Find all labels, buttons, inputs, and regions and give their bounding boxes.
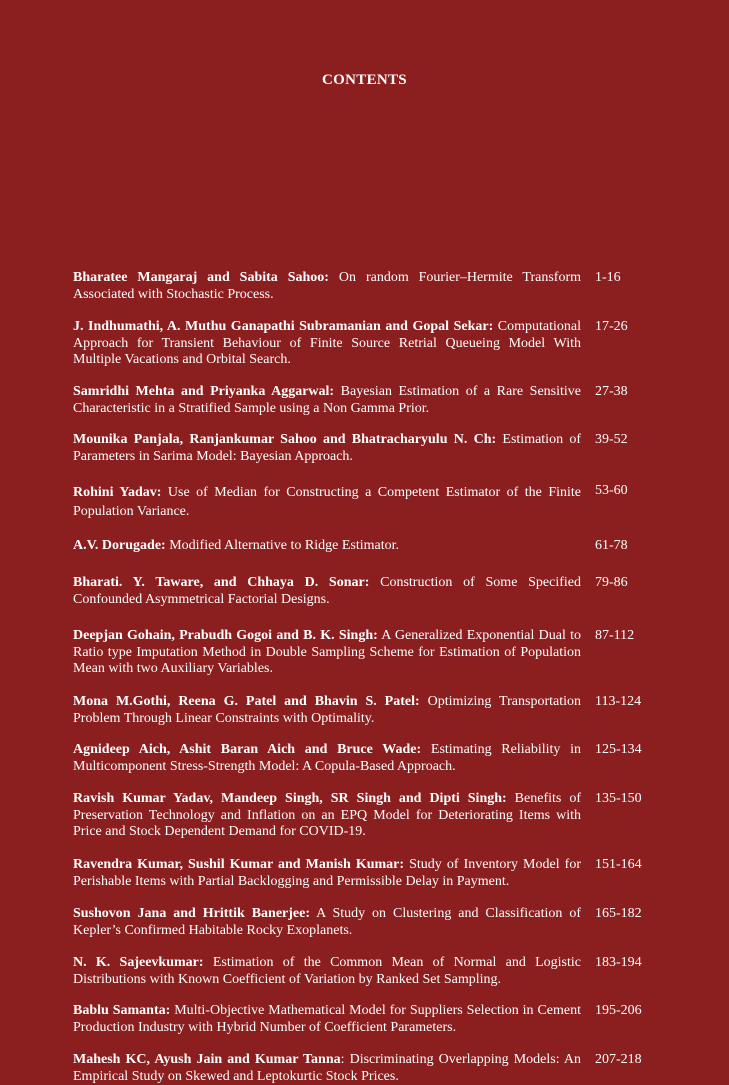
toc-entry[interactable] [73, 384, 643, 417]
toc-entry[interactable] [73, 857, 643, 890]
toc-entry[interactable] [73, 628, 643, 678]
entry-pages: 207-218 [595, 1052, 642, 1067]
entry-authors: Mona M.Gothi, Reena G. Patel and Bhavin S. Patel: [73, 694, 420, 709]
entry-title: A Study on Clustering and Classification of Kepler’s Confirmed Habitable Rocky Exoplanets. [73, 906, 581, 938]
entry-text [73, 857, 581, 890]
entry-title: Modified Alternative to Ridge Estimator. [165, 538, 399, 553]
entry-authors: Mounika Panjala, Ranjankumar Sahoo and Bhatracharyulu N. Ch: [73, 432, 497, 447]
entry-authors: N. K. Sajeevkumar: [73, 955, 204, 970]
entry-pages: 61-78 [595, 538, 628, 553]
entry-pages: 87-112 [595, 628, 635, 643]
entry-title: Study of Inventory Model for Perishable Items with Partial Backlogging and Permissible Delay in Payment. [73, 857, 581, 889]
entry-authors: Mahesh KC, Ayush Jain and Kumar Tanna [73, 1052, 341, 1067]
entry-authors: J. Indhumathi, A. Muthu Ganapathi Subramanian and Gopal Sekar: [73, 319, 494, 334]
toc-entry[interactable] [73, 955, 643, 988]
entry-authors: A.V. Dorugade: [73, 538, 166, 553]
entry-authors: Samridhi Mehta and Priyanka Aggarwal: [73, 384, 335, 399]
toc-entry[interactable] [73, 270, 643, 303]
toc-entry[interactable] [73, 694, 643, 727]
entry-title: Estimation of the Common Mean of Normal and Logistic Distributions with Known Coefficient of Variation by Ranked Set Sampling. [73, 955, 581, 987]
entry-text [73, 628, 581, 678]
toc-entry[interactable] [73, 575, 643, 608]
entry-text [73, 575, 581, 608]
entry-pages: 135-150 [595, 791, 642, 806]
entry-text [73, 955, 581, 988]
toc-entry[interactable] [73, 319, 643, 369]
entry-title: Estimation of Parameters in Sarima Model: Bayesian Approach. [73, 432, 581, 464]
entry-text [73, 432, 581, 465]
entry-pages: 27-38 [595, 384, 628, 399]
entry-text [73, 538, 581, 555]
entry-title: A Generalized Exponential Dual to Ratio type Imputation Method in Double Sampling Scheme for Estimation of Population Mean with two Auxiliary Variables. [73, 628, 581, 677]
toc-entry[interactable] [73, 906, 643, 939]
entry-title: Estimating Reliability in Multicomponent Stress-Strength Model: A Copula-Based Approach. [73, 742, 581, 774]
toc-entry[interactable] [73, 791, 643, 841]
entry-text [73, 791, 581, 841]
entry-pages: 17-26 [595, 319, 628, 334]
entry-title: Optimizing Transportation Problem Through Linear Constraints with Optimality. [73, 694, 581, 726]
entry-authors: Rohini Yadav: [73, 485, 162, 500]
toc-entry[interactable] [73, 1052, 643, 1085]
entry-authors: Ravendra Kumar, Sushil Kumar and Manish Kumar: [73, 857, 405, 872]
entry-text [73, 483, 581, 521]
entry-title: Use of Median for Constructing a Competent Estimator of the Finite Population Variance. [73, 485, 581, 519]
toc-entry[interactable] [73, 742, 643, 775]
entry-title: : Discriminating Overlapping Models: An Empirical Study on Skewed and Leptokurtic Stock Prices. [73, 1052, 581, 1084]
entry-pages: 39-52 [595, 432, 628, 447]
entry-text [73, 742, 581, 775]
entry-authors: Ravish Kumar Yadav, Mandeep Singh, SR Singh and Dipti Singh: [73, 791, 507, 806]
entry-title: Computational Approach for Transient Behaviour of Finite Source Retrial Queueing Model With Multiple Vacations and Orbital Search. [73, 319, 581, 368]
entry-text [73, 270, 581, 303]
entry-pages: 79-86 [595, 575, 628, 590]
entry-pages: 113-124 [595, 694, 642, 709]
entry-pages: 53-60 [595, 483, 628, 498]
toc-entry[interactable] [73, 432, 643, 465]
toc-entry[interactable] [73, 483, 643, 521]
entry-pages: 195-206 [595, 1003, 642, 1018]
entry-authors: Bharati. Y. Taware, and Chhaya D. Sonar: [73, 575, 370, 590]
entry-text [73, 694, 581, 727]
entry-text [73, 319, 581, 369]
entry-authors: Bablu Samanta: [73, 1003, 171, 1018]
entry-title: Construction of Some Specified Confounded Asymmetrical Factorial Designs. [73, 575, 581, 607]
entry-pages: 151-164 [595, 857, 642, 872]
entry-authors: Sushovon Jana and Hrittik Banerjee: [73, 906, 310, 921]
entry-authors: Agnideep Aich, Ashit Baran Aich and Bruce Wade: [73, 742, 422, 757]
toc-entry[interactable] [73, 1003, 643, 1036]
entry-title: Bayesian Estimation of a Rare Sensitive Characteristic in a Stratified Sample using a Non Gamma Prior. [73, 384, 581, 416]
entry-text [73, 1052, 581, 1085]
entry-title: Multi-Objective Mathematical Model for Suppliers Selection in Cement Production Industry with Hybrid Number of Coefficient Parameters. [73, 1003, 582, 1035]
toc-entry[interactable] [73, 538, 643, 555]
entry-text [73, 384, 581, 417]
entry-authors: Deepjan Gohain, Prabudh Gogoi and B. K. Singh: [73, 628, 378, 643]
entry-text [73, 906, 581, 939]
entry-text [73, 1003, 581, 1036]
entry-title: Benefits of Preservation Technology and Inflation on an EPQ Model for Deteriorating Items with Price and Stock Dependent Demand for COVID-19. [73, 791, 581, 840]
entry-pages: 165-182 [595, 906, 642, 921]
entry-pages: 183-194 [595, 955, 642, 970]
entry-title: On random Fourier–Hermite Transform Associated with Stochastic Process. [73, 270, 581, 302]
contents-heading: CONTENTS [322, 72, 407, 88]
entry-authors: Bharatee Mangaraj and Sabita Sahoo: [73, 270, 329, 285]
entry-pages: 1-16 [595, 270, 621, 285]
entry-pages: 125-134 [595, 742, 642, 757]
